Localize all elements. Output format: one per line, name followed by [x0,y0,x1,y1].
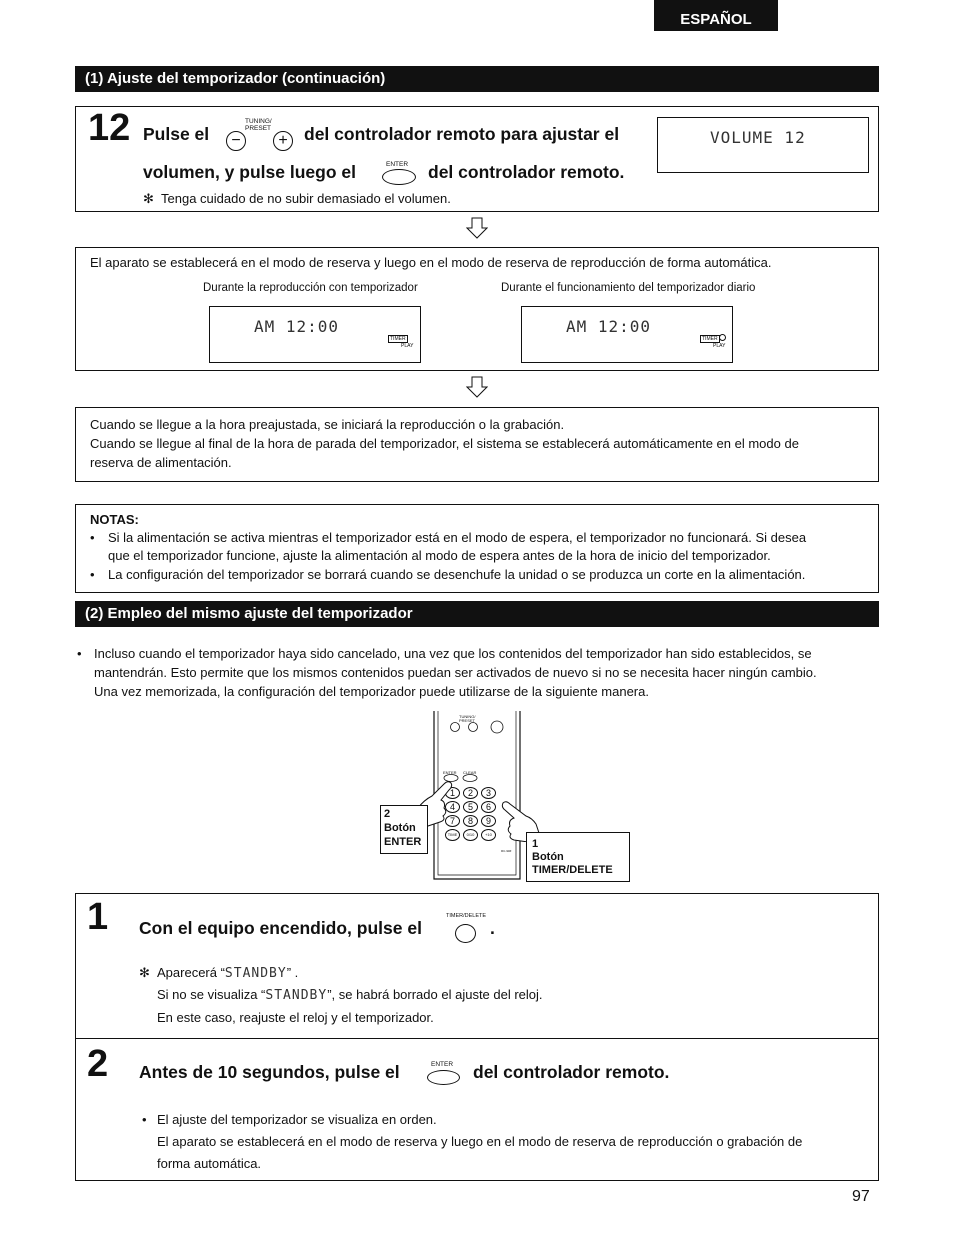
remote-key: +10 [481,829,496,841]
intro-line2: mantendrán. Esto permite que los mismos contenidos puedan ser activados de nuevo si no se necesita hacer ningún cambio. [94,665,817,680]
enter-button-icon [382,169,416,185]
remote-tuning-label: TUNING/ PRESET [459,714,476,723]
steps-box [75,893,879,1181]
display-daily-timer [521,306,733,363]
bullet: • [90,530,95,545]
plus-button-icon: + [273,131,293,151]
step-1-number: 1 [87,896,109,938]
label-daily-timer: Durante el funcionamiento del temporizador diario [501,282,756,294]
play-tag: PLAY [401,343,414,349]
intro-line1: Incluso cuando el temporizador haya sido cancelado, una vez que los contenidos del temporizador han sido establecidos, se [94,646,812,661]
callout-enter-num: 2 [384,808,391,820]
callout-timer-num: 1 [532,838,539,850]
start-box [75,407,879,482]
remote-key: 1 [445,787,460,799]
step-2-line2: El aparato se establecerá en el modo de reserva y luego en el modo de reserva de reproducción o grabación de [157,1134,803,1149]
timer-delete-label: TIMER/DELETE [446,913,487,919]
step-1-text: Con el equipo encendido, pulse el [139,918,422,938]
step-1-note-line1 [157,965,298,981]
clock-icon [719,334,726,341]
remote-key: 7 [445,815,460,827]
bullet: • [142,1112,147,1127]
remote-key: 0/10 [463,829,478,841]
display-timer-playback [209,306,421,363]
enter-label: ENTER [386,161,409,168]
note-text: Si no se visualiza “ [157,987,266,1002]
timer-delete-button-icon [455,924,476,943]
section-title-same-setting: (2) Empleo del mismo ajuste del temporizador [75,601,879,627]
step-12-box [75,106,879,212]
remote-key: TIME [445,829,460,841]
remote-key: 5 [463,801,478,813]
standby-box [75,247,879,371]
remote-clear-label: CLEAR [463,770,477,775]
divider [76,1038,878,1039]
notes-title: NOTAS: [90,512,139,527]
start-line3: reserva de alimentación. [90,455,232,470]
step-12-line1a: Pulse el [143,124,210,144]
remote-key: 9 [481,815,496,827]
play-tag: PLAY [713,343,726,349]
enter-button-icon [427,1070,460,1085]
step-12-line1b: del controlador remoto para ajustar el [304,124,620,144]
step-12-line2a: volumen, y pulse luego el [143,162,356,182]
standby-display-text: STANDBY [224,966,287,981]
callout-timer-l1: Botón [532,851,564,863]
remote-model-label: RC-9## [501,849,512,853]
down-arrow-icon [466,217,488,239]
note-mark: ✻ [143,191,154,206]
remote-key: 2 [463,787,478,799]
enter-label: ENTER [431,1061,454,1068]
timer-tag: TIMER [702,336,718,342]
remote-key: 4 [445,801,460,813]
display-right-text: AM 12:00 [566,317,652,336]
callout-enter [380,805,428,854]
callout-enter-l2: ENTER [384,836,422,848]
callout-timer-delete [526,832,630,882]
step-2-text-b: del controlador remoto. [473,1062,670,1082]
step-number: 12 [88,107,131,149]
step-2-line3: forma automática. [157,1156,262,1171]
step-2-number: 2 [87,1043,109,1085]
callout-enter-l1: Botón [384,822,416,834]
note-mark: ✻ [139,965,150,980]
note1-line1: Si la alimentación se activa mientras el temporizador está en el modo de espera, el temporizador no funcionará. Si desea [108,530,807,545]
display-left-text: AM 12:00 [254,317,340,336]
step-2-text-a: Antes de 10 segundos, pulse el [139,1062,400,1082]
bullet: • [90,567,95,582]
note2: La configuración del temporizador se borrará cuando se desenchufe la unidad o se produzca un corte en la alimentación. [108,567,806,582]
standby-text: El aparato se establecerá en el modo de reserva y luego en el modo de reserva de reproducción de forma automática. [90,255,772,270]
tuning-preset-label: TUNING/ PRESET [245,118,272,132]
remote-key: 8 [463,815,478,827]
language-tab: ESPAÑOL [654,0,778,31]
section-title-timer-setting: (1) Ajuste del temporizador (continuación) [75,66,879,92]
down-arrow-icon [466,376,488,398]
start-line2: Cuando se llegue al final de la hora de parada del temporizador, el sistema se establecerá automáticamente en el modo de [90,436,799,451]
step-12-note: Tenga cuidado de no subir demasiado el volumen. [161,191,451,206]
remote-key: 3 [481,787,496,799]
note1-line2: que el temporizador funcione, ajuste la alimentación al modo de espera antes de la hora de inicio del temporizador. [108,548,771,563]
timer-tag: TIMER [390,336,406,342]
bullet: • [77,646,82,661]
start-line1: Cuando se llegue a la hora preajustada, se iniciará la reproducción o la grabación. [90,417,565,432]
note-text: Aparecerá “ [157,965,225,980]
remote-key: 6 [481,801,496,813]
volume-display [657,117,869,173]
callout-timer-l2: TIMER/DELETE [532,864,613,876]
minus-button-icon: − [226,131,246,151]
step-1-period: . [490,918,495,938]
standby-display-text: STANDBY [265,988,328,1003]
volume-display-text: VOLUME 12 [710,128,806,147]
remote-enter-label: ENTER [443,770,457,775]
note-text: ” . [286,965,299,980]
step-1-note-line3: En este caso, reajuste el reloj y el temporizador. [157,1010,434,1025]
step-12-line2b: del controlador remoto. [428,162,625,182]
step-1-note-line2 [157,987,543,1003]
intro-line3: Una vez memorizada, la configuración del temporizador puede utilizarse de la siguiente manera. [94,684,649,699]
page-number: 97 [852,1188,870,1205]
label-timer-playback: Durante la reproducción con temporizador [203,282,418,294]
notes-box [75,504,879,593]
step-2-line1: El ajuste del temporizador se visualiza en orden. [157,1112,437,1127]
note-text: ”, se habrá borrado el ajuste del reloj. [327,987,543,1002]
